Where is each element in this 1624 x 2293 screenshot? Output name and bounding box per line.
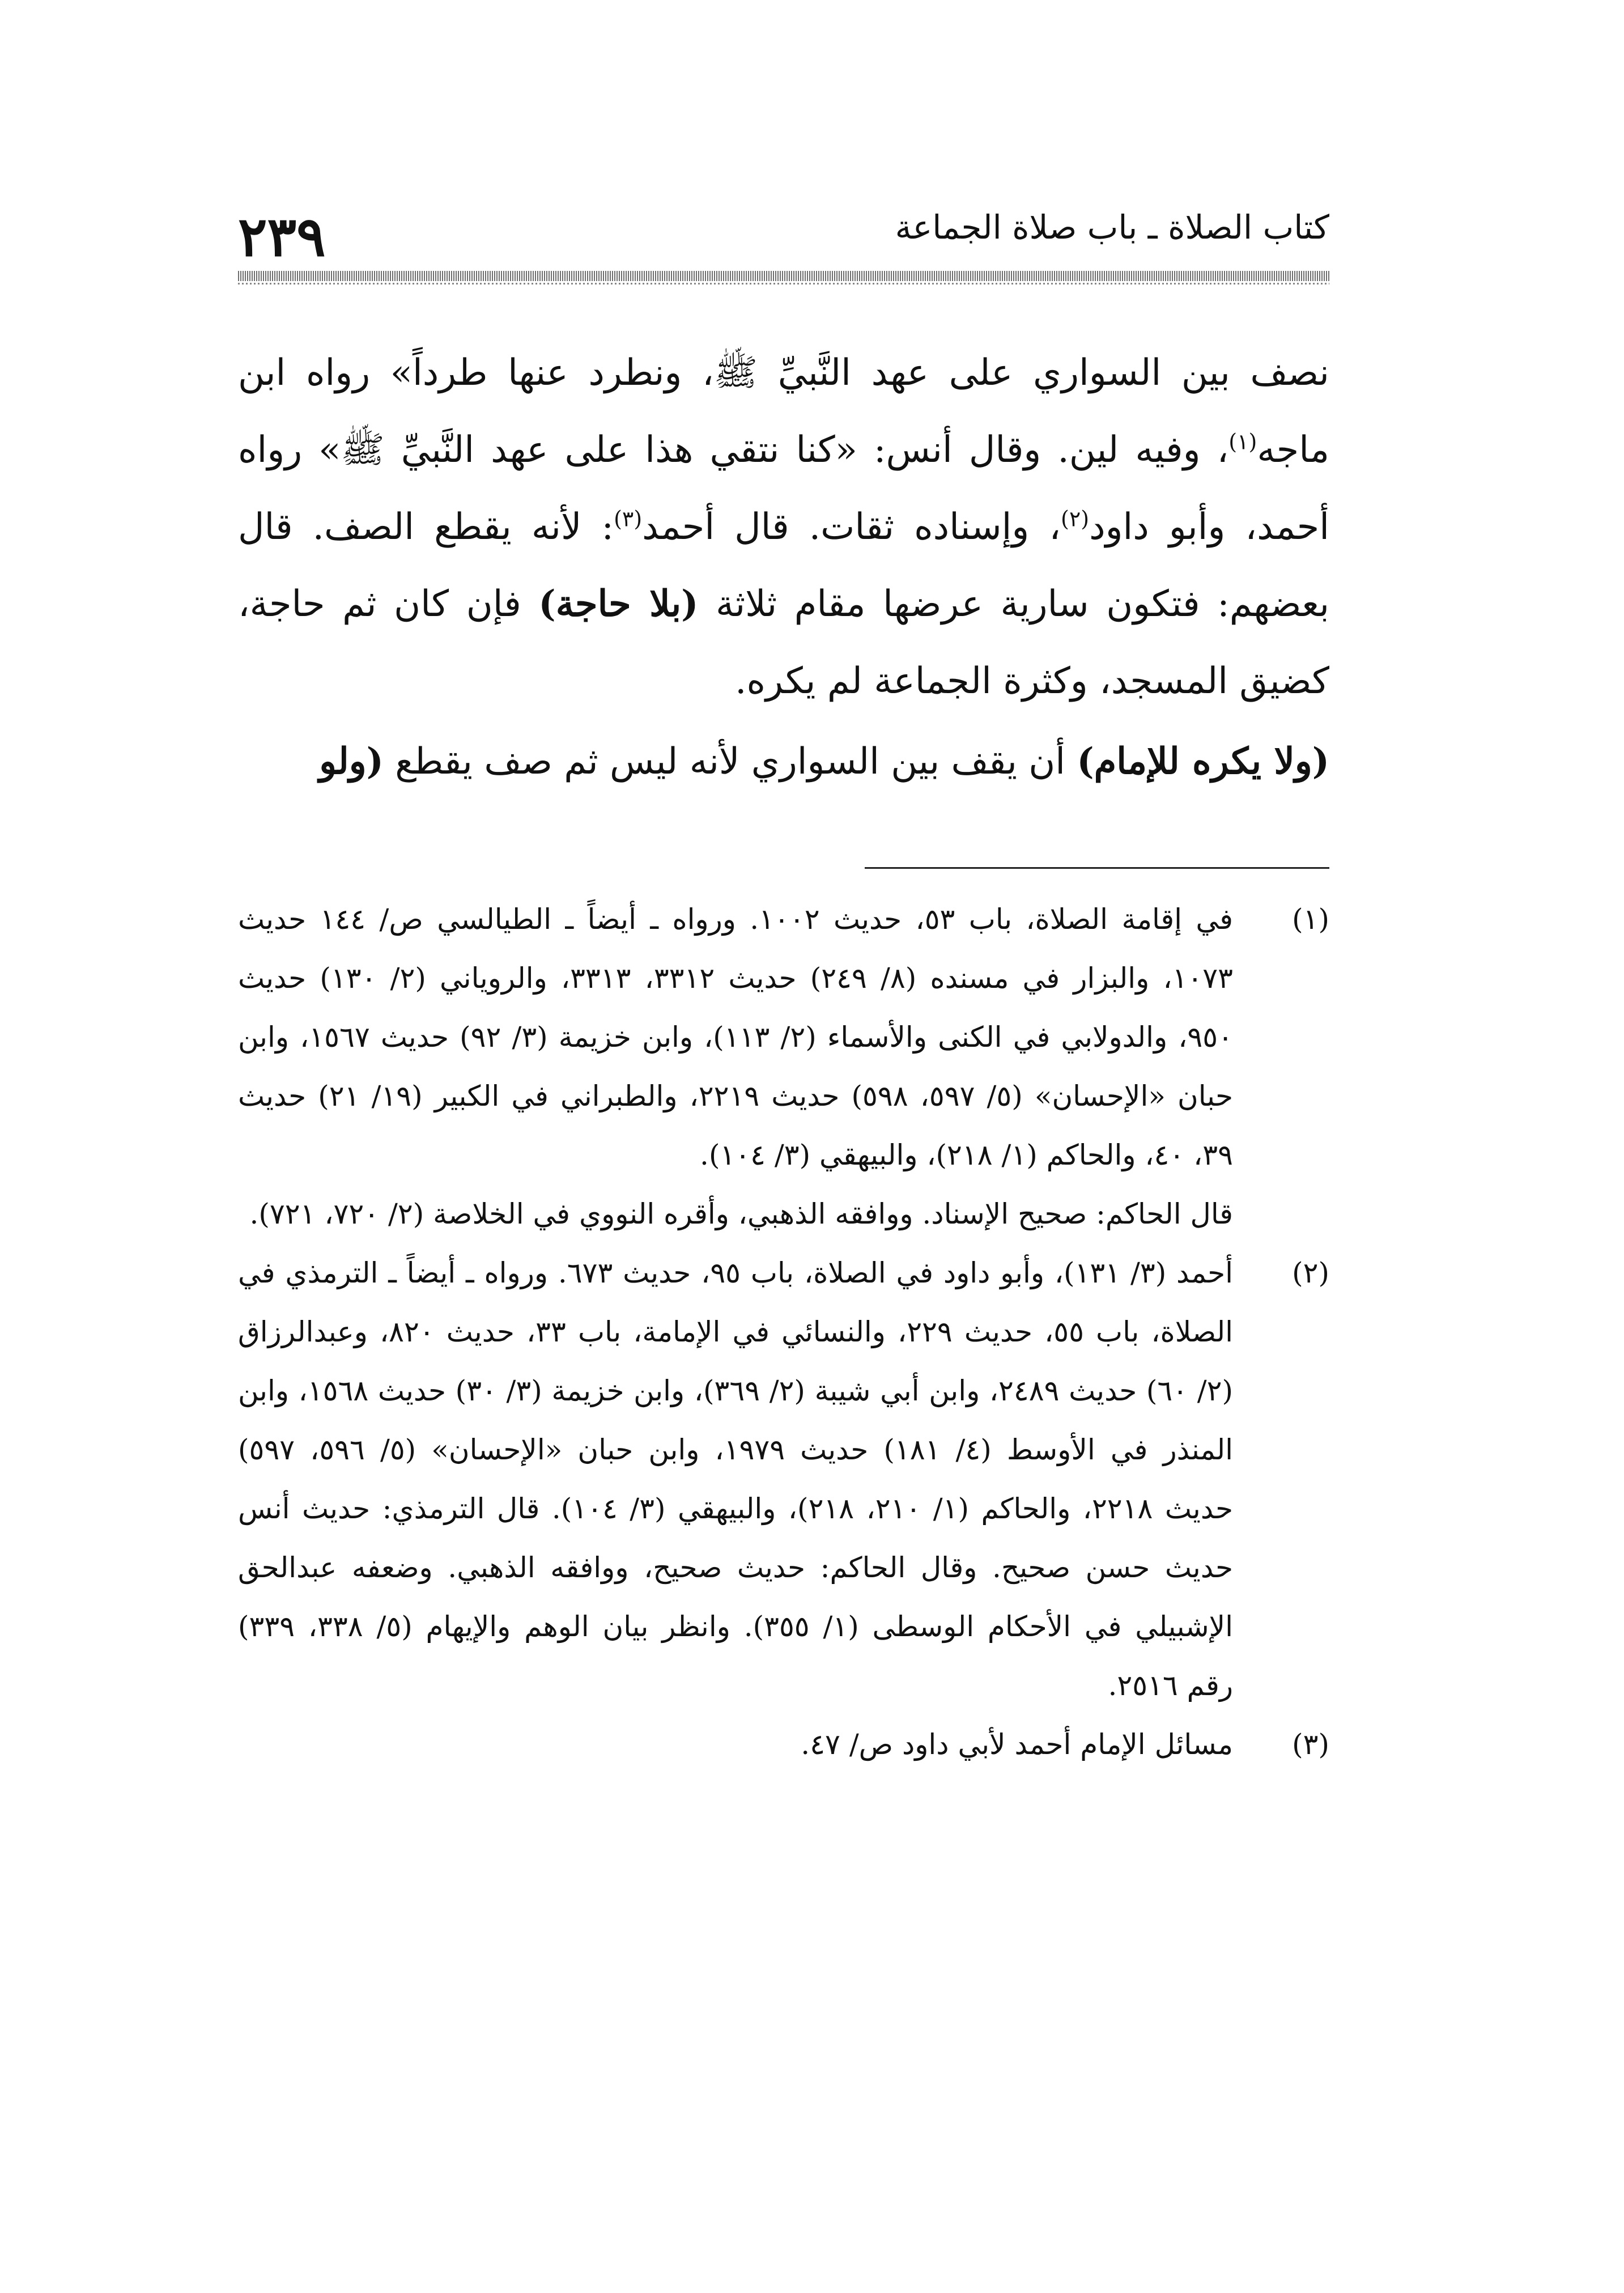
footnote-separator: [865, 867, 1329, 869]
footnote-text: مسائل الإمام أحمد لأبي داود ص/ ٤٧.: [801, 1728, 1233, 1761]
footnote-number: (٢): [1292, 1256, 1329, 1289]
footnote-ref-1[interactable]: (١): [1228, 429, 1257, 455]
main-paragraph-1: [238, 334, 1329, 720]
page-header: [238, 204, 1329, 272]
footnote-text: في إقامة الصلاة، باب ٥٣، حديث ١٠٠٢. ورواه ـ أيضاً ـ الطيالسي ص/ ١٤٤ حديث ١٠٧٣، والبزار في مسنده (٨/ ٢٤٩) حديث ٣٣١٢، ٣٣١٣، والروياني (٢/ ١٣٠) حديث ٩٥٠، والدولابي في الكنى والأسماء (٢/ ١١٣)، وابن خزيمة (٣/ ٩٢) حديث ١٥٦٧، وابن حبان «الإحسان» (٥/ ٥٩٧، ٥٩٨) حديث ٢٢١٩، والطبراني في الكبير (١٩/ ٢١) حديث ٣٩، ٤٠، والحاكم (١/ ٢١٨)، والبيهقي (٣/ ١٠٤).: [238, 903, 1234, 1171]
header-divider: [238, 271, 1329, 281]
footnotes: [238, 890, 1329, 1774]
footnote-text: أحمد (٣/ ١٣١)، وأبو داود في الصلاة، باب ٩٥، حديث ٦٧٣. ورواه ـ أيضاً ـ الترمذي في الصلاة، باب ٥٥، حديث ٢٢٩، والنسائي في الإمامة، باب ٣٣، حديث ٨٢٠، وعبدالرزاق (٢/ ٦٠) حديث ٢٤٨٩، وابن أبي شيبة (٢/ ٣٦٩)، وابن خزيمة (٣/ ٣٠) حديث ١٥٦٨، وابن المنذر في الأوسط (٤/ ١٨١) حديث ١٩٧٩، وابن حبان «الإحسان» (٥/ ٥٩٦، ٥٩٧) حديث ٢٢١٨، والحاكم (١/ ٢١٠، ٢١٨)، والبيهقي (٣/ ١٠٤). قال الترمذي: حديث أنس حديث حسن صحيح. وقال الحاكم: حديث صحيح، ووافقه الذهبي. وضعفه عبدالحق الإشبيلي في الأحكام الوسطى (١/ ٣٥٥). وانظر بيان الوهم والإيهام (٥/ ٣٣٨، ٣٣٩) رقم ٢٥١٦.: [238, 1256, 1234, 1702]
running-title: كتاب الصلاة ـ باب صلاة الجماعة: [895, 208, 1329, 247]
main-text: [238, 334, 1329, 800]
main-paragraph-2: [238, 723, 1329, 800]
footnote-ref-3[interactable]: (٣): [614, 506, 643, 532]
footnote-text: قال الحاكم: صحيح الإسناد. ووافقه الذهبي، وأقره النووي في الخلاصة (٢/ ٧٢٠، ٧٢١).: [249, 1198, 1233, 1230]
footnote-3: [238, 1715, 1329, 1774]
text-run: ، وفيه لين. وقال أنس: «كنا نتقي هذا على عهد النَّبيِّ ﷺ» رواه أحمد، وأبو داود: [238, 429, 1329, 548]
matn-quote: (بلا حاجة): [538, 583, 699, 625]
text-run: ، وإسناده ثقات. قال أحمد: [642, 506, 1061, 548]
matn-quote: (ولا يكره للإمام): [1077, 740, 1329, 783]
page-number: ٢٣٩: [238, 205, 326, 269]
footnote-ref-2[interactable]: (٢): [1060, 506, 1090, 532]
footnote-2: [238, 1243, 1329, 1715]
text-run: فإن كان ثم حاجة، كضيق المسجد، وكثرة الجماعة لم يكره.: [238, 583, 1329, 702]
text-run: : لأنه يقطع الصف. قال بعضهم: فتكون سارية عرضها مقام ثلاثة: [238, 506, 1330, 625]
matn-quote: (ولو: [319, 740, 384, 783]
footnote-number: (٣): [1292, 1728, 1329, 1761]
text-run: نصف بين السواري على عهد النَّبيِّ ﷺ، ونطرد عنها طرداً» رواه ابن ماجه: [238, 352, 1329, 471]
footnote-1: [238, 890, 1329, 1243]
footnote-number: (١): [1292, 903, 1329, 936]
text-run: أن يقف بين السواري لأنه ليس ثم صف يقطع: [383, 741, 1077, 783]
